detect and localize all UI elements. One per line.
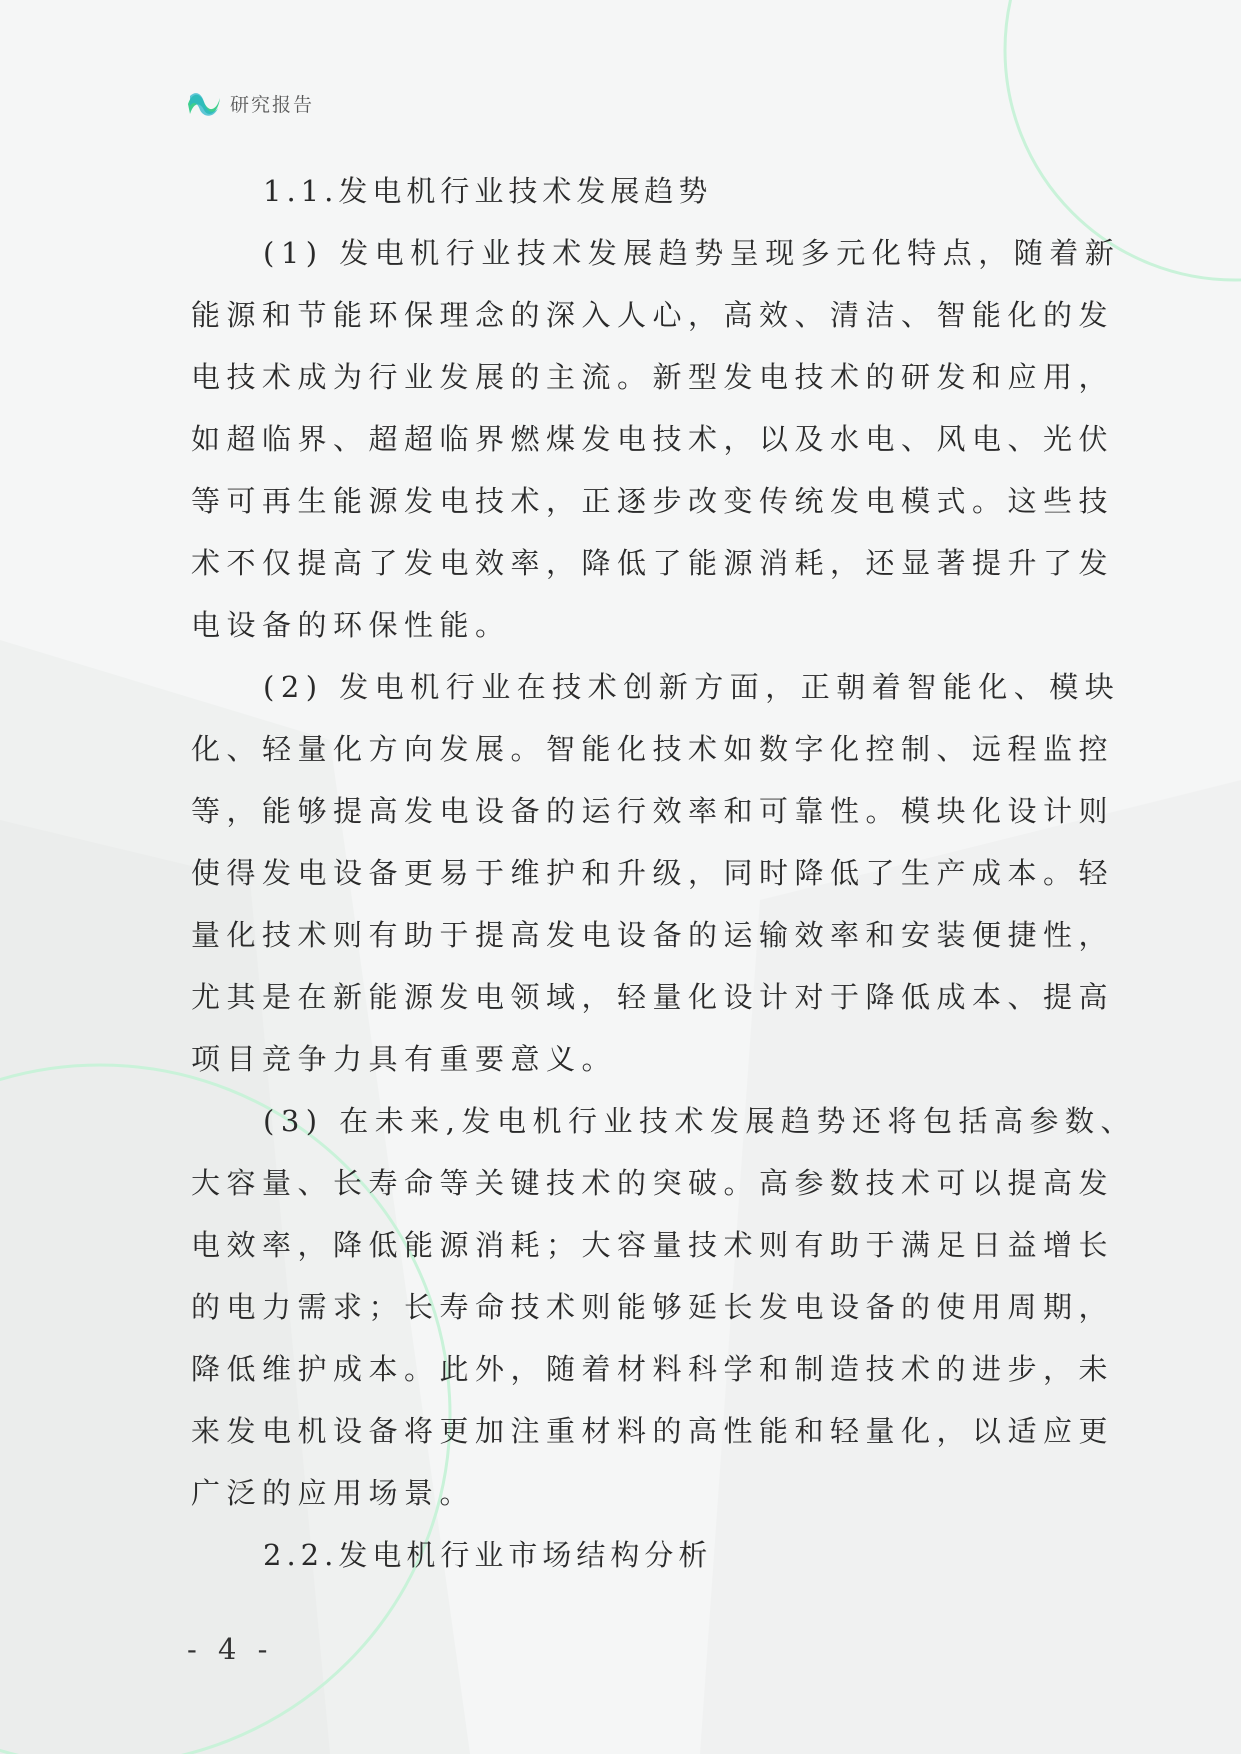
text-line: 能源和节能环保理念的深入人心，高效、清洁、智能化的发 (191, 298, 1115, 332)
text-line: 如超临界、超超临界燃煤发电技术，以及水电、风电、光伏 (191, 422, 1115, 456)
section-heading: 2.2.发电机行业市场结构分析 (263, 1538, 713, 1572)
text-line: (2) 发电机行业在技术创新方面，正朝着智能化、模块 (263, 670, 1121, 704)
text-line: 等，能够提高发电设备的运行效率和可靠性。模块化设计则 (191, 794, 1115, 828)
paragraph-3 (191, 1090, 1137, 1524)
text-line: 术不仅提高了发电效率，降低了能源消耗，还显著提升了发 (191, 546, 1115, 580)
text-line: 大容量、长寿命等关键技术的突破。高参数技术可以提高发 (191, 1166, 1115, 1200)
paragraph-2 (191, 656, 1121, 1090)
text-line: 来发电机设备将更加注重材料的高性能和轻量化，以适应更 (191, 1414, 1115, 1448)
text-line: 的电力需求；长寿命技术则能够延长发电设备的使用周期， (191, 1290, 1115, 1324)
page-number: - 4 - (187, 1632, 274, 1666)
header-brand (186, 86, 314, 120)
brand-logo-icon (186, 86, 222, 120)
text-line: 广泛的应用场景。 (191, 1476, 476, 1510)
paragraph-1 (191, 222, 1121, 656)
text-line: 电技术成为行业发展的主流。新型发电技术的研发和应用， (191, 360, 1115, 394)
text-line: 等可再生能源发电技术，正逐步改变传统发电模式。这些技 (191, 484, 1115, 518)
text-line: 尤其是在新能源发电领域，轻量化设计对于降低成本、提高 (191, 980, 1115, 1014)
text-line: 量化技术则有助于提高发电设备的运输效率和安装便捷性， (191, 918, 1115, 952)
text-line: 降低维护成本。此外，随着材料科学和制造技术的进步，未 (191, 1352, 1115, 1386)
text-line: 化、轻量化方向发展。智能化技术如数字化控制、远程监控 (191, 732, 1115, 766)
document-body (191, 160, 1137, 1586)
text-line: 项目竞争力具有重要意义。 (191, 1042, 618, 1076)
text-line: 电效率，降低能源消耗；大容量技术则有助于满足日益增长 (191, 1228, 1115, 1262)
text-line: 使得发电设备更易于维护和升级，同时降低了生产成本。轻 (191, 856, 1115, 890)
text-line: (3) 在未来,发电机行业技术发展趋势还将包括高参数、 (263, 1104, 1137, 1138)
text-line: (1) 发电机行业技术发展趋势呈现多元化特点，随着新 (263, 236, 1121, 270)
header-label: 研究报告 (230, 93, 315, 116)
section-heading: 1.1.发电机行业技术发展趋势 (263, 174, 713, 208)
text-line: 电设备的环保性能。 (191, 608, 511, 642)
